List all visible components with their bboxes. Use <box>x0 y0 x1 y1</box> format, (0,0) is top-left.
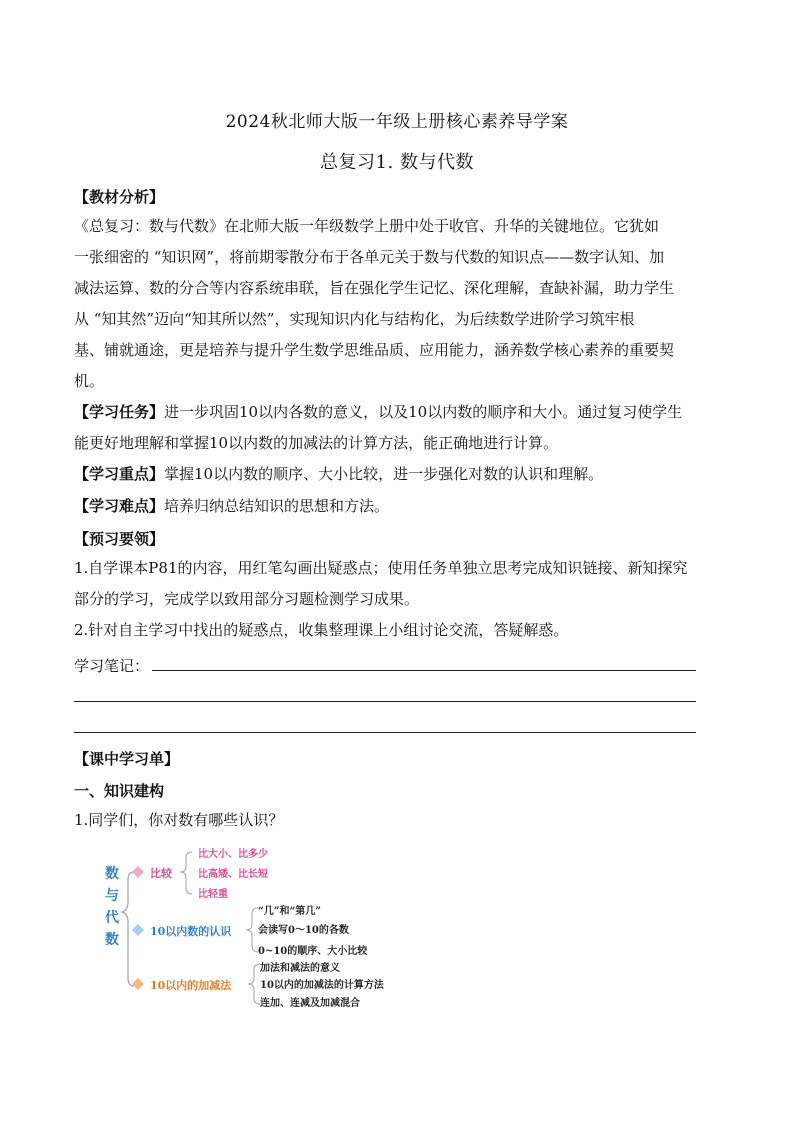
task-paragraph <box>74 397 724 459</box>
notes-line[interactable] <box>152 670 696 671</box>
classroom-heading: 【课中学习单】 <box>74 750 180 768</box>
branch-1-label: 比较 <box>150 867 172 880</box>
section-heading: 一、知识建构 <box>74 782 165 800</box>
lesson-subtitle: 总复习1. 数与代数 <box>320 152 474 173</box>
branch-2-brace <box>246 908 258 952</box>
analysis-line: 一张细密的 “知识网”，将前期零散分布于各单元关于数与代数的知识点——数字认知、加 <box>74 248 665 266</box>
question-1: 1.同学们，你对数有哪些认识？ <box>74 811 284 829</box>
root-brace <box>122 872 134 986</box>
difficulty-label: 【学习难点】 <box>74 497 165 515</box>
document-title: 2024秋北师大版一年级上册核心素养导学案 <box>225 112 569 132</box>
task-text: 进一步巩固10以内各数的意义，以及10以内数的顺序和大小。通过复习使学生 <box>164 403 683 421</box>
notes-label: 学习笔记： <box>74 657 150 675</box>
task-label: 【学习任务】 <box>74 403 165 421</box>
branch-2-diamond-icon <box>132 924 144 936</box>
mindmap-root-char: 数 <box>105 866 119 882</box>
notes-line[interactable] <box>74 732 696 733</box>
preview-item-1: 1.自学课本P81的内容，用红笔勾画出疑惑点；使用任务单独立思考完成知识链接、新知探究 <box>74 559 688 577</box>
difficulty-text: 培养归纳总结知识的思想和方法。 <box>164 497 390 515</box>
branch-3-item: 加法和减法的意义 <box>260 963 340 974</box>
branch-2-item: 会读写0～10的各数 <box>258 925 349 936</box>
analysis-paragraph <box>74 211 724 397</box>
branch-3-item: 10以内的加减法的计算方法 <box>260 980 384 991</box>
mindmap-root-char: 代 <box>105 910 119 926</box>
branch-1-item: 比大小、比多少 <box>198 849 268 860</box>
branch-3-brace <box>248 964 260 1004</box>
branch-3-item: 连加、连减及加减混合 <box>260 998 360 1009</box>
analysis-line: 机。 <box>74 372 105 390</box>
preview-list <box>74 553 724 646</box>
preview-item-2: 2.针对自主学习中找出的疑惑点，收集整理课上小组讨论交流，答疑解惑。 <box>74 621 569 639</box>
analysis-line: 《总复习：数与代数》在北师大版一年级数学上册中处于收官、升华的关键地位。它犹如 <box>74 217 660 235</box>
analysis-heading: 【教材分析】 <box>74 188 165 206</box>
branch-2-label: 10以内数的认识 <box>150 925 232 938</box>
branch-1-item: 比轻重 <box>198 889 228 900</box>
branch-1-item: 比高矮、比长短 <box>198 869 268 880</box>
notes-line[interactable] <box>74 701 696 702</box>
branch-2-item: “几”和“第几” <box>258 906 322 917</box>
branch-1-brace <box>180 852 192 894</box>
task-text-cont: 能更好地理解和掌握10以内数的加减法的计算方法，能正确地进行计算。 <box>74 434 559 452</box>
branch-1-diamond-icon <box>132 866 144 878</box>
mindmap-root-char: 与 <box>105 888 119 904</box>
branch-3-label: 10以内的加减法 <box>150 979 232 992</box>
knowledge-mindmap <box>100 840 440 1020</box>
difficulty-paragraph <box>74 491 724 522</box>
focus-label: 【学习重点】 <box>74 465 165 483</box>
preview-heading: 【预习要领】 <box>74 530 165 548</box>
focus-text: 掌握10以内数的顺序、大小比较，进一步强化对数的认识和理解。 <box>164 465 604 483</box>
analysis-line: 基、铺就通途，更是培养与提升学生数学思维品质、应用能力，涵养数学核心素养的重要契 <box>74 341 675 359</box>
branch-3-diamond-icon <box>132 978 144 990</box>
branch-2-item: 0~10的顺序、大小比较 <box>258 946 368 957</box>
focus-paragraph <box>74 459 724 490</box>
mindmap-root-char: 数 <box>105 932 119 948</box>
preview-item-1-cont: 部分的学习，完成学以致用部分习题检测学习成果。 <box>74 590 420 608</box>
analysis-line: 从 “知其然”迈向“知其所以然”，实现知识内化与结构化，为后续数学进阶学习筑牢根 <box>74 310 635 328</box>
analysis-line: 减法运算、数的分合等内容系统串联，旨在强化学生记忆、深化理解，查缺补漏，助力学生 <box>74 279 675 297</box>
